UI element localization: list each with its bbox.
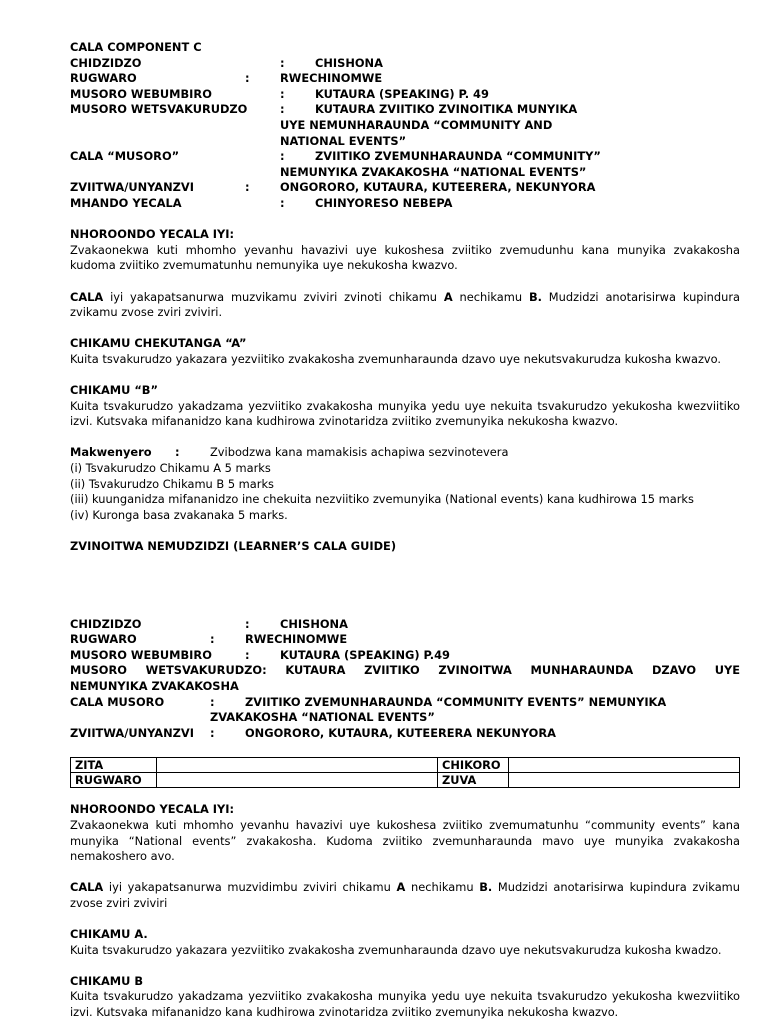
student-info-table [70,757,740,788]
meta-label: CALA “MUSORO” [70,149,180,164]
makwenyero-row [70,445,740,461]
paragraph: Kuita tsvakurudzo yakadzama yezviitiko zvakakosha munyika yedu uye nekuita tsvakurudzo yekukosha kwezviitiko izvi. Kutsvaka mifananidzo kana kudhirowa zvinotaridza zviitiko zvemunyika nekukosha kwazvo. [70,398,740,429]
document-title: CALA COMPONENT C [70,40,202,54]
text-span: nechikamu [452,289,529,304]
meta-label: CALA MUSORO [70,694,165,709]
meta-row-mhando [70,196,740,212]
meta-row-musoro-wetsvakurudzo [70,102,740,118]
marks-item: (ii) Tsvakurudzo Chikamu B 5 marks [70,476,274,491]
makwenyero-colon: : [175,445,180,460]
meta-label: RUGWARO [70,632,137,647]
meta-label: MUSORO WEBUMBIRO [70,647,212,662]
text-span: iyi yakapatsanurwa muzvidimbu zviviri chikamu [103,880,397,895]
meta-value: CHISHONA [315,55,383,70]
marks-item: (iii) kuunganidza mifananidzo ine chekuita nezviitiko zvemunyika (National events) kana kudhirowa 15 marks [70,492,694,507]
meta-row-musoro-webumbiro-2 [70,648,740,664]
meta-row-musoro-webumbiro [70,87,740,103]
meta-continuation [70,710,740,726]
meta-continuation [70,118,740,134]
marks-item: (iv) Kuronga basa zvakanaka 5 marks. [70,507,288,522]
meta-value: KUTAURA (SPEAKING) P.49 [280,647,450,662]
section-heading: NHOROONDO YECALA IYI: [70,227,235,242]
text-span: Mudzidzi anotarisirwa kupindura zvikamu zvose zviri zviviri. [70,289,741,320]
section-heading: CHIKAMU A. [70,927,148,942]
meta-colon: : [245,180,250,195]
cala-paragraph [70,880,740,911]
meta-row-rugwaro-2 [70,632,740,648]
meta-row-zviitwa-2 [70,726,740,742]
meta-label: CHIDZIDZO [70,55,142,70]
paragraph: Zvakaonekwa kuti mhomho yevanhu havazivi uye kukoshesa zviitiko zvemumatunhu “community events” kana munyika “National events” zvakakosha. Kudoma zviitiko zvemunharaunda mavo uye munyika zvakakosha nemakoshero avo. [70,817,740,864]
meta-colon: : [210,725,215,740]
meta-value: ZVIITIKO ZVEMUNHARAUNDA “COMMUNITY” [315,149,601,164]
bold-text: B. [479,880,493,895]
meta-colon: : [245,647,250,662]
bold-text: A [396,880,406,895]
meta-value: RWECHINOMWE [280,71,383,86]
meta-value: ONGORORO, KUTAURA, KUTEERERA, NEKUNYORA [280,180,596,195]
text-span: nechikamu [405,880,480,895]
table-row [71,758,740,773]
meta-colon: : [280,149,285,164]
zita-field[interactable] [157,758,438,773]
meta-label: MUSORO WETSVAKURUDZO [70,102,248,117]
meta-value: CHISHONA [280,616,348,631]
meta-colon: : [245,616,250,631]
zuva-label: ZUVA [438,773,509,788]
meta-label: ZVIITWA/UNYANZVI [70,180,194,195]
meta-label: RUGWARO [70,71,137,86]
meta-continuation: NEMUNYIKA ZVAKAKOSHA [70,678,239,693]
meta-row-chidzidzo [70,56,740,72]
meta-row-tsvakurudzo-2: MUSORO WETSVAKURUDZO: KUTAURA ZVIITIKO ZVINOITWA MUNHARAUNDA DZAVO UYE [70,663,740,678]
makwenyero-label: Makwenyero [70,445,152,460]
meta-label: MUSORO WEBUMBIRO [70,86,212,101]
paragraph: Zvakaonekwa kuti mhomho yevanhu havazivi uye kukoshesa zviitiko zvemudunhu kana munyika zvakakosha kudoma zviitiko zvemumatunhu nemunyika uye nekukosha kwazvo. [70,242,740,273]
section-heading: NHOROONDO YECALA IYI: [70,802,235,817]
bold-text: A [443,289,453,304]
meta-colon: : [245,71,250,86]
meta-colon: : [210,694,215,709]
bold-text: CALA [70,289,104,304]
meta-row-zviitwa [70,180,740,196]
meta-value: KUTAURA (SPEAKING) P. 49 [315,86,489,101]
zuva-field[interactable] [509,773,740,788]
marks-item: (i) Tsvakurudzo Chikamu A 5 marks [70,461,271,476]
table-row [71,773,740,788]
paragraph: Kuita tsvakurudzo yakazara yezviitiko zvakakosha zvemunharaunda dzavo uye nekutsvakurudza kukosha kwadzo. [70,942,722,957]
paragraph: Kuita tsvakurudzo yakazara yezviitiko zvakakosha zvemunharaunda dzavo uye nekutsvakurudza kukosha kwazvo. [70,351,722,366]
meta-colon: : [280,195,285,210]
meta-label: CHIDZIDZO [70,616,142,631]
chikoro-label: CHIKORO [438,758,509,773]
meta-label: ZVIITWA/UNYANZVI [70,725,194,740]
meta-colon: : [280,55,285,70]
meta-value-cont: NEMUNYIKA ZVAKAKOSHA “NATIONAL EVENTS” [280,164,587,179]
meta-value: CHINYORESO NEBEPA [315,195,453,210]
meta-value: KUTAURA ZVIITIKO ZVINOITIKA MUNYIKA [315,102,578,117]
meta-row-rugwaro [70,71,740,87]
meta-continuation [70,165,740,181]
meta-continuation [70,134,740,150]
meta-value: RWECHINOMWE [245,632,348,647]
bold-text: CALA [70,880,104,895]
cala-paragraph [70,290,740,321]
text-span: Mudzidzi anotarisirwa kupindura zvikamu zvose zviri zviviri [70,880,740,910]
rugwaro-label: RUGWARO [71,773,157,788]
makwenyero-text: Zvibodzwa kana mamakisis achapiwa sezvinotevera [210,445,509,460]
meta-label: MHANDO YECALA [70,195,182,210]
meta-value-cont: UYE NEMUNHARAUNDA “COMMUNITY AND [280,117,553,132]
text-span: iyi yakapatsanurwa muzvikamu zviviri zvinoti chikamu [103,289,444,304]
meta-value: ZVIITIKO ZVEMUNHARAUNDA “COMMUNITY EVENTS” NEMUNYIKA [245,694,667,709]
meta-row-cala-musoro [70,149,740,165]
meta-colon: : [210,632,215,647]
meta-colon: : [280,86,285,101]
rugwaro-field[interactable] [157,773,438,788]
chikoro-field[interactable] [509,758,740,773]
meta-row-cala-musoro-2 [70,695,740,711]
bold-text: B. [528,289,542,304]
meta-value-cont: ZVAKAKOSHA “NATIONAL EVENTS” [210,710,435,725]
meta-colon: : [280,102,285,117]
section-heading: CHIKAMU CHEKUTANGA “A” [70,336,247,351]
meta-row-chidzidzo-2 [70,617,740,633]
document-page [70,40,740,1021]
section-heading: CHIKAMU B [70,973,144,988]
zita-label: ZITA [71,758,157,773]
meta-value-cont: NATIONAL EVENTS” [280,133,407,148]
section-heading: CHIKAMU “B” [70,383,158,398]
meta-value: ONGORORO, KUTAURA, KUTEERERA NEKUNYORA [245,725,556,740]
guide-heading: ZVINOITWA NEMUDZIDZI (LEARNER’S CALA GUIDE) [70,539,397,553]
paragraph: Kuita tsvakurudzo yakadzama yezviitiko zvakakosha munyika yedu uye nekuita tsvakurudzo yekukosha kwezviitiko izvi. Kutsvaka mifananidzo kana kudhirowa zvinotaridza zviitiko zvemunyika nekukosha kwazvo. [70,989,740,1020]
